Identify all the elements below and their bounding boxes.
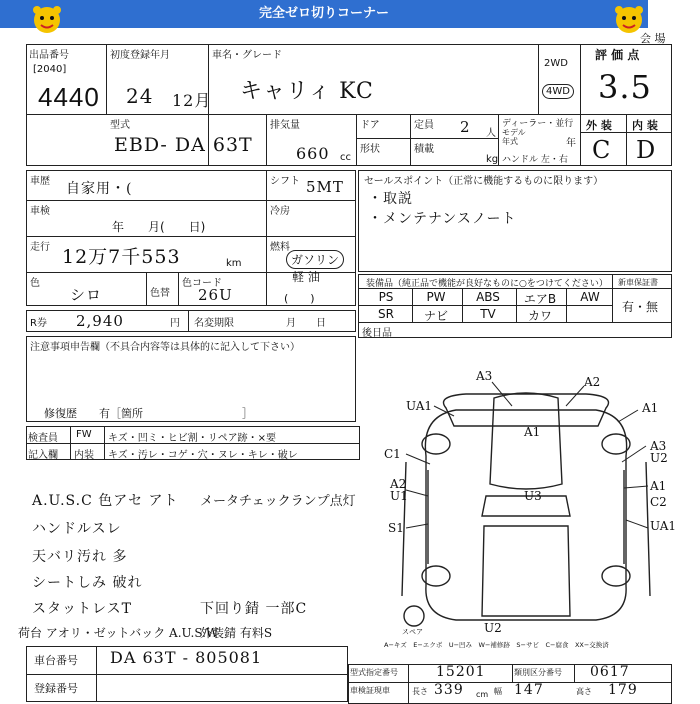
- mark-c1-left: C1: [384, 447, 401, 461]
- dims-label: 車検証現車: [350, 686, 390, 695]
- recycle-value: 2,940: [76, 312, 124, 330]
- checker-int-text: キズ・汚レ・コゲ・穴・ヌレ・キレ・破レ: [108, 450, 298, 461]
- aircon-label: 冷房: [270, 206, 290, 217]
- int-grade: D: [636, 136, 657, 164]
- name-change-label: 名変期限: [194, 318, 234, 329]
- name-change-value: 月 日: [286, 318, 326, 329]
- equip-aw: AW: [580, 290, 600, 304]
- first-reg-year: 24: [126, 84, 154, 108]
- fuel-diesel: 軽 油: [292, 270, 320, 284]
- sales-point-2: ・メンテナンスノート: [368, 211, 517, 227]
- mark-c2-right: C2: [650, 495, 667, 509]
- fuel-label: 燃料: [270, 242, 290, 253]
- top-right-venue: 会 場: [640, 32, 666, 45]
- type-cert-label: 型式指定番号: [350, 668, 398, 677]
- shift-label: シフト: [270, 176, 300, 187]
- color-value: シロ: [70, 286, 103, 304]
- inspection-ymd: 年 月( 日): [112, 220, 206, 234]
- lot-number: 4440: [38, 82, 100, 112]
- mark-a2-top: A2: [584, 375, 601, 389]
- history-label: 車歴: [30, 176, 50, 187]
- height-label: 高さ: [576, 687, 592, 696]
- chassis-value: DA 63T - 805081: [110, 648, 263, 667]
- int-label: 内 装: [632, 119, 658, 132]
- mark-a2-left: A2: [390, 477, 407, 491]
- drive-4wd: 4WD: [542, 84, 574, 99]
- equip-airbag: エアB: [523, 292, 557, 306]
- model-value: EBD- DA 63T: [114, 134, 253, 156]
- checker-int: 内装: [74, 450, 94, 461]
- dealer-label: ディーラー・並行: [502, 119, 574, 129]
- sales-point-1: ・取説: [368, 191, 413, 207]
- mark-u3-center: U3: [524, 489, 542, 503]
- spare-label: スペア: [402, 628, 423, 636]
- remark-7: 外装錆 有料S: [200, 626, 273, 640]
- model-year-label: モデル年式: [502, 128, 526, 146]
- color-code-label: 色コード: [182, 278, 222, 289]
- equip-ps: PS: [378, 290, 394, 304]
- recycle-unit: 円: [170, 318, 180, 329]
- doors-label: ドア: [360, 120, 380, 131]
- drive-2wd: 2WD: [544, 58, 568, 69]
- score-label: 評 価 点: [595, 48, 640, 62]
- len-value: 339: [434, 682, 464, 698]
- capacity-unit: 人: [486, 128, 496, 139]
- equip-sr: SR: [378, 307, 394, 321]
- height-value: 179: [608, 682, 638, 698]
- mark-a1-center: A1: [524, 425, 541, 439]
- handle-label: ハンドル 左・右: [502, 155, 568, 165]
- damage-legend: A−キズ E−エクボ U−凹み W−補修跡 S−サビ C−腐食 XX−交換済: [384, 641, 609, 649]
- mark-a1-right-lower: A1: [650, 479, 667, 493]
- inspection-label: 車検: [30, 206, 50, 217]
- ext-label: 外 装: [586, 119, 612, 132]
- mileage-label: 走行: [30, 242, 50, 253]
- name-value: キャリィ KC: [240, 79, 374, 104]
- mark-s1-left: S1: [388, 521, 404, 535]
- displacement-unit: cc: [340, 152, 351, 163]
- remark-6: 荷台 アオリ・ゼットバック A.U.S.W: [18, 626, 219, 640]
- equipment-label: 装備品（純正品で機能が良好なものに○をつけてください）: [366, 279, 608, 289]
- width-label: 幅: [494, 687, 502, 696]
- checker-label-1: 検査員: [28, 433, 58, 444]
- class-label: 類別区分番号: [514, 668, 562, 677]
- equip-leather: カワ: [527, 309, 552, 323]
- mark-a3-top: A3: [476, 369, 493, 383]
- repair-history: 修復歴 有［箇所 ］: [44, 407, 253, 420]
- mark-ua1-right: UA1: [650, 519, 677, 533]
- mark-u2-right: U2: [650, 451, 668, 465]
- mark-ua1-left: UA1: [406, 399, 433, 413]
- len-label: 長さ: [412, 687, 428, 696]
- history-value: 自家用・(: [66, 181, 133, 197]
- shape-label: 形状: [360, 144, 380, 155]
- checker-label-2: 記入欄: [28, 450, 58, 461]
- first-reg-label: 初度登録年月: [110, 50, 170, 61]
- width-value: 147: [514, 682, 544, 698]
- color-code: 26U: [198, 286, 233, 304]
- lot-sub: [2040]: [33, 64, 67, 75]
- mark-a1-right: A1: [642, 401, 659, 415]
- equip-pw: PW: [426, 290, 446, 304]
- displacement-label: 排気量: [270, 120, 300, 131]
- header-banner: 完全ゼロ切りコーナー: [0, 0, 648, 28]
- loading-unit: kg: [486, 154, 499, 165]
- len-unit: cm: [476, 690, 489, 699]
- displacement-value: 660: [296, 144, 330, 163]
- lot-label: 出品番号: [29, 50, 69, 61]
- equip-navi: ナビ: [423, 309, 448, 323]
- capacity-value: 2: [460, 118, 471, 136]
- remark-4: シートしみ 破れ: [32, 575, 143, 591]
- mark-u1-left: U1: [390, 489, 408, 503]
- mileage-value: 12万7千553: [62, 246, 181, 268]
- sales-points-label: セールスポイント（正常に機能するものに限ります）: [364, 176, 604, 187]
- loading-label: 積載: [414, 144, 434, 155]
- remark-1: A.U.S.C 色アセ アト: [32, 493, 179, 509]
- warranty-label: 新車保証書: [618, 278, 658, 287]
- mark-a3-right: A3: [650, 439, 667, 453]
- ext-grade: C: [592, 136, 612, 164]
- reg-no-label: 登録番号: [34, 682, 78, 695]
- color-label: 色: [30, 278, 40, 289]
- car-damage-diagram: [366, 366, 686, 656]
- model-year-unit: 年: [566, 138, 576, 149]
- name-label: 車名・グレード: [212, 50, 282, 61]
- mark-u2-bottom: U2: [484, 621, 502, 635]
- remark-2: ハンドルスレ: [32, 521, 122, 537]
- notes-label: 注意事項申告欄（不具合内容等は具体的に記入して下さい）: [30, 342, 300, 353]
- remark-3: 天バリ汚れ 多: [32, 549, 128, 565]
- remark-5: スタットレスT: [32, 601, 132, 617]
- mileage-unit: km: [226, 258, 242, 269]
- fuel-other: ( ): [284, 292, 315, 305]
- rear-seat-label: 後日品: [362, 328, 392, 339]
- shift-value: 5MT: [306, 178, 344, 196]
- capacity-label: 定員: [414, 120, 434, 131]
- remark-8: メータチェックランプ点灯: [200, 494, 356, 509]
- tone-label: 色替: [150, 288, 170, 299]
- class-value: 0617: [590, 664, 630, 680]
- equip-tv: TV: [480, 307, 496, 321]
- checker-fw-text: キズ・凹ミ・ヒビ割・リペア跡・×要: [108, 433, 276, 444]
- recycle-label: R券: [30, 318, 47, 329]
- chassis-label: 車台番号: [34, 654, 78, 667]
- type-cert-value: 15201: [436, 664, 486, 680]
- model-label: 型式: [110, 120, 130, 131]
- checker-fw: FW: [76, 429, 92, 440]
- first-reg-month: 12月: [172, 91, 212, 110]
- mascot-icon-left: [30, 4, 64, 36]
- fuel-gasoline: ガソリン: [286, 250, 344, 269]
- score-value: 3.5: [598, 68, 652, 106]
- remark-9: 下回り錆 一部C: [200, 601, 308, 617]
- warranty-value: 有・無: [622, 300, 659, 314]
- equip-abs: ABS: [476, 290, 500, 304]
